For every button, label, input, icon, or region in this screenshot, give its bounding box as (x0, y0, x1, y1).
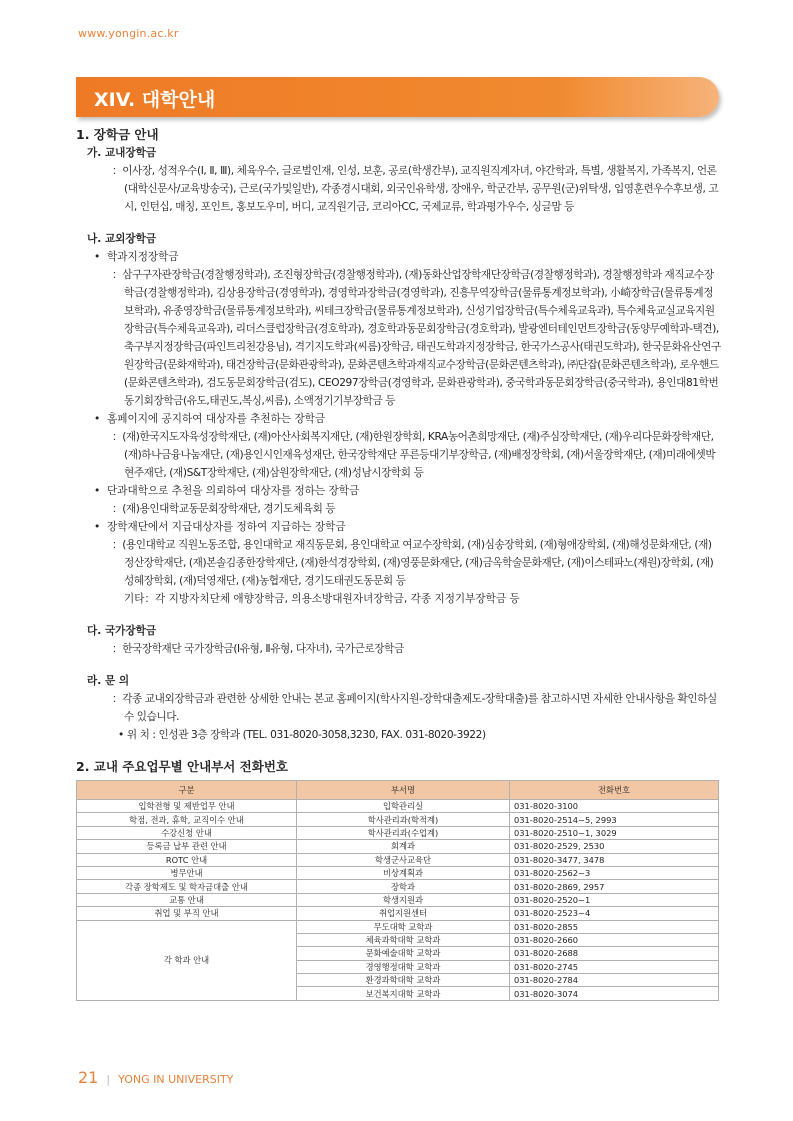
row-dept: 환경과학대학 교학과 (297, 974, 510, 987)
footer-univ: YONG IN UNIVERSITY (118, 1073, 234, 1086)
banner-title: XIV. 대학안내 (94, 89, 216, 111)
row-category: 각종 장학제도 및 학자금대출 안내 (77, 880, 297, 893)
row-dept: 비상계획과 (297, 866, 510, 879)
ra-title: 라. 문 의 (87, 675, 130, 687)
row-phone: 031-8020-3477, 3478 (510, 853, 719, 866)
table-header-dept: 부서명 (297, 781, 510, 800)
row-dept: 학생군사교육단 (297, 853, 510, 866)
table-header-phone: 전화번호 (510, 781, 719, 800)
table-row (77, 813, 719, 826)
table-row (77, 840, 719, 853)
phone-table (76, 780, 719, 1001)
page-footer: 21 | YONG IN UNIVERSITY (78, 1068, 234, 1087)
table-row (77, 826, 719, 839)
row-dept: 학사관리과(수업계) (297, 826, 510, 839)
row-phone: 031-8020-2520~1 (510, 893, 719, 906)
table-row (77, 866, 719, 879)
row-dept: 취업지원센터 (297, 907, 510, 920)
na-text-2: ：(재)한국지도자육성장학재단, (재)아산사회복지재단, (재)한원장학회, KRA농어촌희망재단, (재)주심장학재단, (재)우리다문화장학재단, (재)하나금융나눔재단, (재)용인시인재육성재단, 한국장학재단 푸른등대기부장학금, (재)배정장학회, (재)서울장학재단, (재)미래에셋박현주재단, (재)S&T장학재단, (재)삼원장학재단, (재)성남시장학회 등 (112, 431, 716, 479)
row-category: ROTC 안내 (77, 853, 297, 866)
na-extra: 기타：각 지방자치단체 애향장학금, 의용소방대원자녀장학금, 각종 지정기부장학금 등 (124, 593, 520, 605)
ga-title: 가. 교내장학금 (87, 147, 157, 159)
na-text-1: ：삼구구자관장학금(경찰행정학과), 조진형장학금(경찰행정학과), (재)동화산업장학재단장학금(경찰행정학과), 경찰행정학과 재직교수장학금(경찰행정학과), 김상용장학금(경영학과), 경영학과장학금(경영학과), 진흥무역장학금(물류통계정보학과), 小崎장학금(물류통계정보학과), 유종영장학금(물류통계정보학과), 씨테크장학금(물류통계정보학과), 신성기업장학금(특수체육교육과), 특수체육교실교육지원장학금(특수체육교육과), 리더스클럽장학금(경호학과), 경호학과동문회장학금(경호학과), 발광엔터테인먼트장학금(동양무예학과-택견), 축구부지정장학금(파인트리천강용님), 격기지도학과(씨름)장학금, 태권도학과지정장학금, 한국가스공사(태권도학과), 한국문화유산연구원장학금(문화재학과), 태건장학금(문화관광학과), 문화콘텐츠학과재직교수장학금(문화콘텐츠학과), ㈜단잡(문화콘텐츠학과), 로우핸드(문화콘텐츠학과), 검도동문회장학금(검도), CEO297장학금(경영학과, 문화관광학과), 중국학과동문회장학금(중국학과), 용인대81학번동기회장학금(유도,태권도,복싱,씨름), 소액정기기부장학금 등 (112, 269, 721, 407)
row-phone: 031-8020-2514~5, 2993 (510, 813, 719, 826)
row-dept: 학사관리과(학적계) (297, 813, 510, 826)
row-phone: 031-8020-2510~1, 3029 (510, 826, 719, 839)
row-category: 학점, 전과, 휴학, 교직이수 안내 (77, 813, 297, 826)
row-dept: 보건복지대학 교학과 (297, 987, 510, 1000)
row-phone: 031-8020-2745 (510, 960, 719, 973)
table-row (77, 800, 719, 813)
ra-text: ：각종 교내외장학금과 관련한 상세한 안내는 본교 홈페이지(학사지원-장학대출제도-장학대출)를 참고하시면 자세한 안내사항을 확인하실 수 있습니다. (112, 693, 717, 723)
row-dept: 무도대학 교학과 (297, 920, 510, 933)
table-row (77, 907, 719, 920)
row-phone: 031-8020-2855 (510, 920, 719, 933)
ga-text: ：이사장, 성적우수(Ⅰ, Ⅱ, Ⅲ), 체육우수, 글로벌인재, 인성, 보훈, 공로(학생간부), 교직원직계자녀, 야간학과, 특별, 생활복지, 가족복지, 언론(대학신문사/교육방송국), 근로(국가및일반), 각종경시대회, 외국인유학생, 장애우, 학군간부, 공무원(군)위탁생, 입영훈련우수후보생, 고시, 인턴십, 매칭, 포인트, 홍보도우미, 버디, 교직원기금, 코리아CC, 국제교류, 학과평가우수, 싱글맘 등 (112, 165, 719, 213)
row-phone: 031-8020-2784 (510, 974, 719, 987)
page-number: 21 (78, 1068, 99, 1087)
row-dept: 학생지원과 (297, 893, 510, 906)
na-bullet-2: • 홈페이지에 공지하여 대상자를 추천하는 장학금 (94, 413, 326, 425)
row-category: 등록금 납부 관련 안내 (77, 840, 297, 853)
section1-title: 1. 장학금 안내 (76, 127, 159, 142)
row-phone: 031-8020-2688 (510, 947, 719, 960)
na-title: 나. 교외장학금 (87, 233, 157, 245)
na-text-3: ：(재)용인대학교동문회장학재단, 경기도체육회 등 (112, 503, 336, 515)
table-row (77, 853, 719, 866)
row-dept: 체육과학대학 교학과 (297, 933, 510, 946)
section2-title: 2. 교내 주요업무별 안내부서 전화번호 (76, 759, 288, 774)
site-url[interactable]: www.yongin.ac.kr (78, 27, 179, 40)
row-phone: 031-8020-3074 (510, 987, 719, 1000)
row-category: 병무안내 (77, 866, 297, 879)
table-header-category: 구분 (77, 781, 297, 800)
da-title: 다. 국가장학금 (87, 625, 157, 637)
row-dept: 경영행정대학 교학과 (297, 960, 510, 973)
row-phone: 031-8020-3100 (510, 800, 719, 813)
dept-group-label: 각 학과 안내 (77, 920, 297, 1000)
na-text-4: ：(용인대학교 직원노동조합, 용인대학교 재직동문회, 용인대학교 여교수장학회, (재)심송장학회, (재)형애장학회, (재)해성문화재단, (재)정산장학재단, (재)본솔김종한장학재단, (재)한석경장학회, (재)영풍문화재단, (재)금옥학술문화재단, (재)이스테파노(재원)장학회, (재)성혜장학회, (재)덕영재단, (재)농협재단, 경기도태권도동문회 등 (112, 539, 714, 587)
main-content (76, 122, 721, 1001)
row-phone: 031-8020-2562~3 (510, 866, 719, 879)
row-phone: 031-8020-2523~4 (510, 907, 719, 920)
row-phone: 031-8020-2869, 2957 (510, 880, 719, 893)
row-phone: 031-8020-2529, 2530 (510, 840, 719, 853)
row-category: 입학전형 및 제반업무 안내 (77, 800, 297, 813)
da-text: ：한국장학재단 국가장학금(Ⅰ유형, Ⅱ유형, 다자녀), 국가근로장학금 (112, 643, 404, 655)
row-dept: 회계과 (297, 840, 510, 853)
row-category: 수강신청 안내 (77, 826, 297, 839)
table-row (77, 893, 719, 906)
na-bullet-4: • 장학재단에서 지급대상자를 정하여 지급하는 장학금 (94, 521, 346, 533)
row-category: 취업 및 부직 안내 (77, 907, 297, 920)
na-bullet-1: • 학과지정장학금 (94, 251, 179, 263)
row-category: 교통 안내 (77, 893, 297, 906)
table-row (77, 920, 719, 933)
row-dept: 입학관리실 (297, 800, 510, 813)
row-dept: 장학과 (297, 880, 510, 893)
section-banner (76, 77, 719, 117)
row-phone: 031-8020-2660 (510, 933, 719, 946)
ra-location: • 위 치 : 인성관 3층 장학과 (TEL. 031-8020-3058,3230, FAX. 031-8020-3922) (118, 729, 486, 741)
na-bullet-3: • 단과대학으로 추천을 의뢰하여 대상자를 정하는 장학금 (94, 485, 360, 497)
row-dept: 문화예술대학 교학과 (297, 947, 510, 960)
table-row (77, 880, 719, 893)
